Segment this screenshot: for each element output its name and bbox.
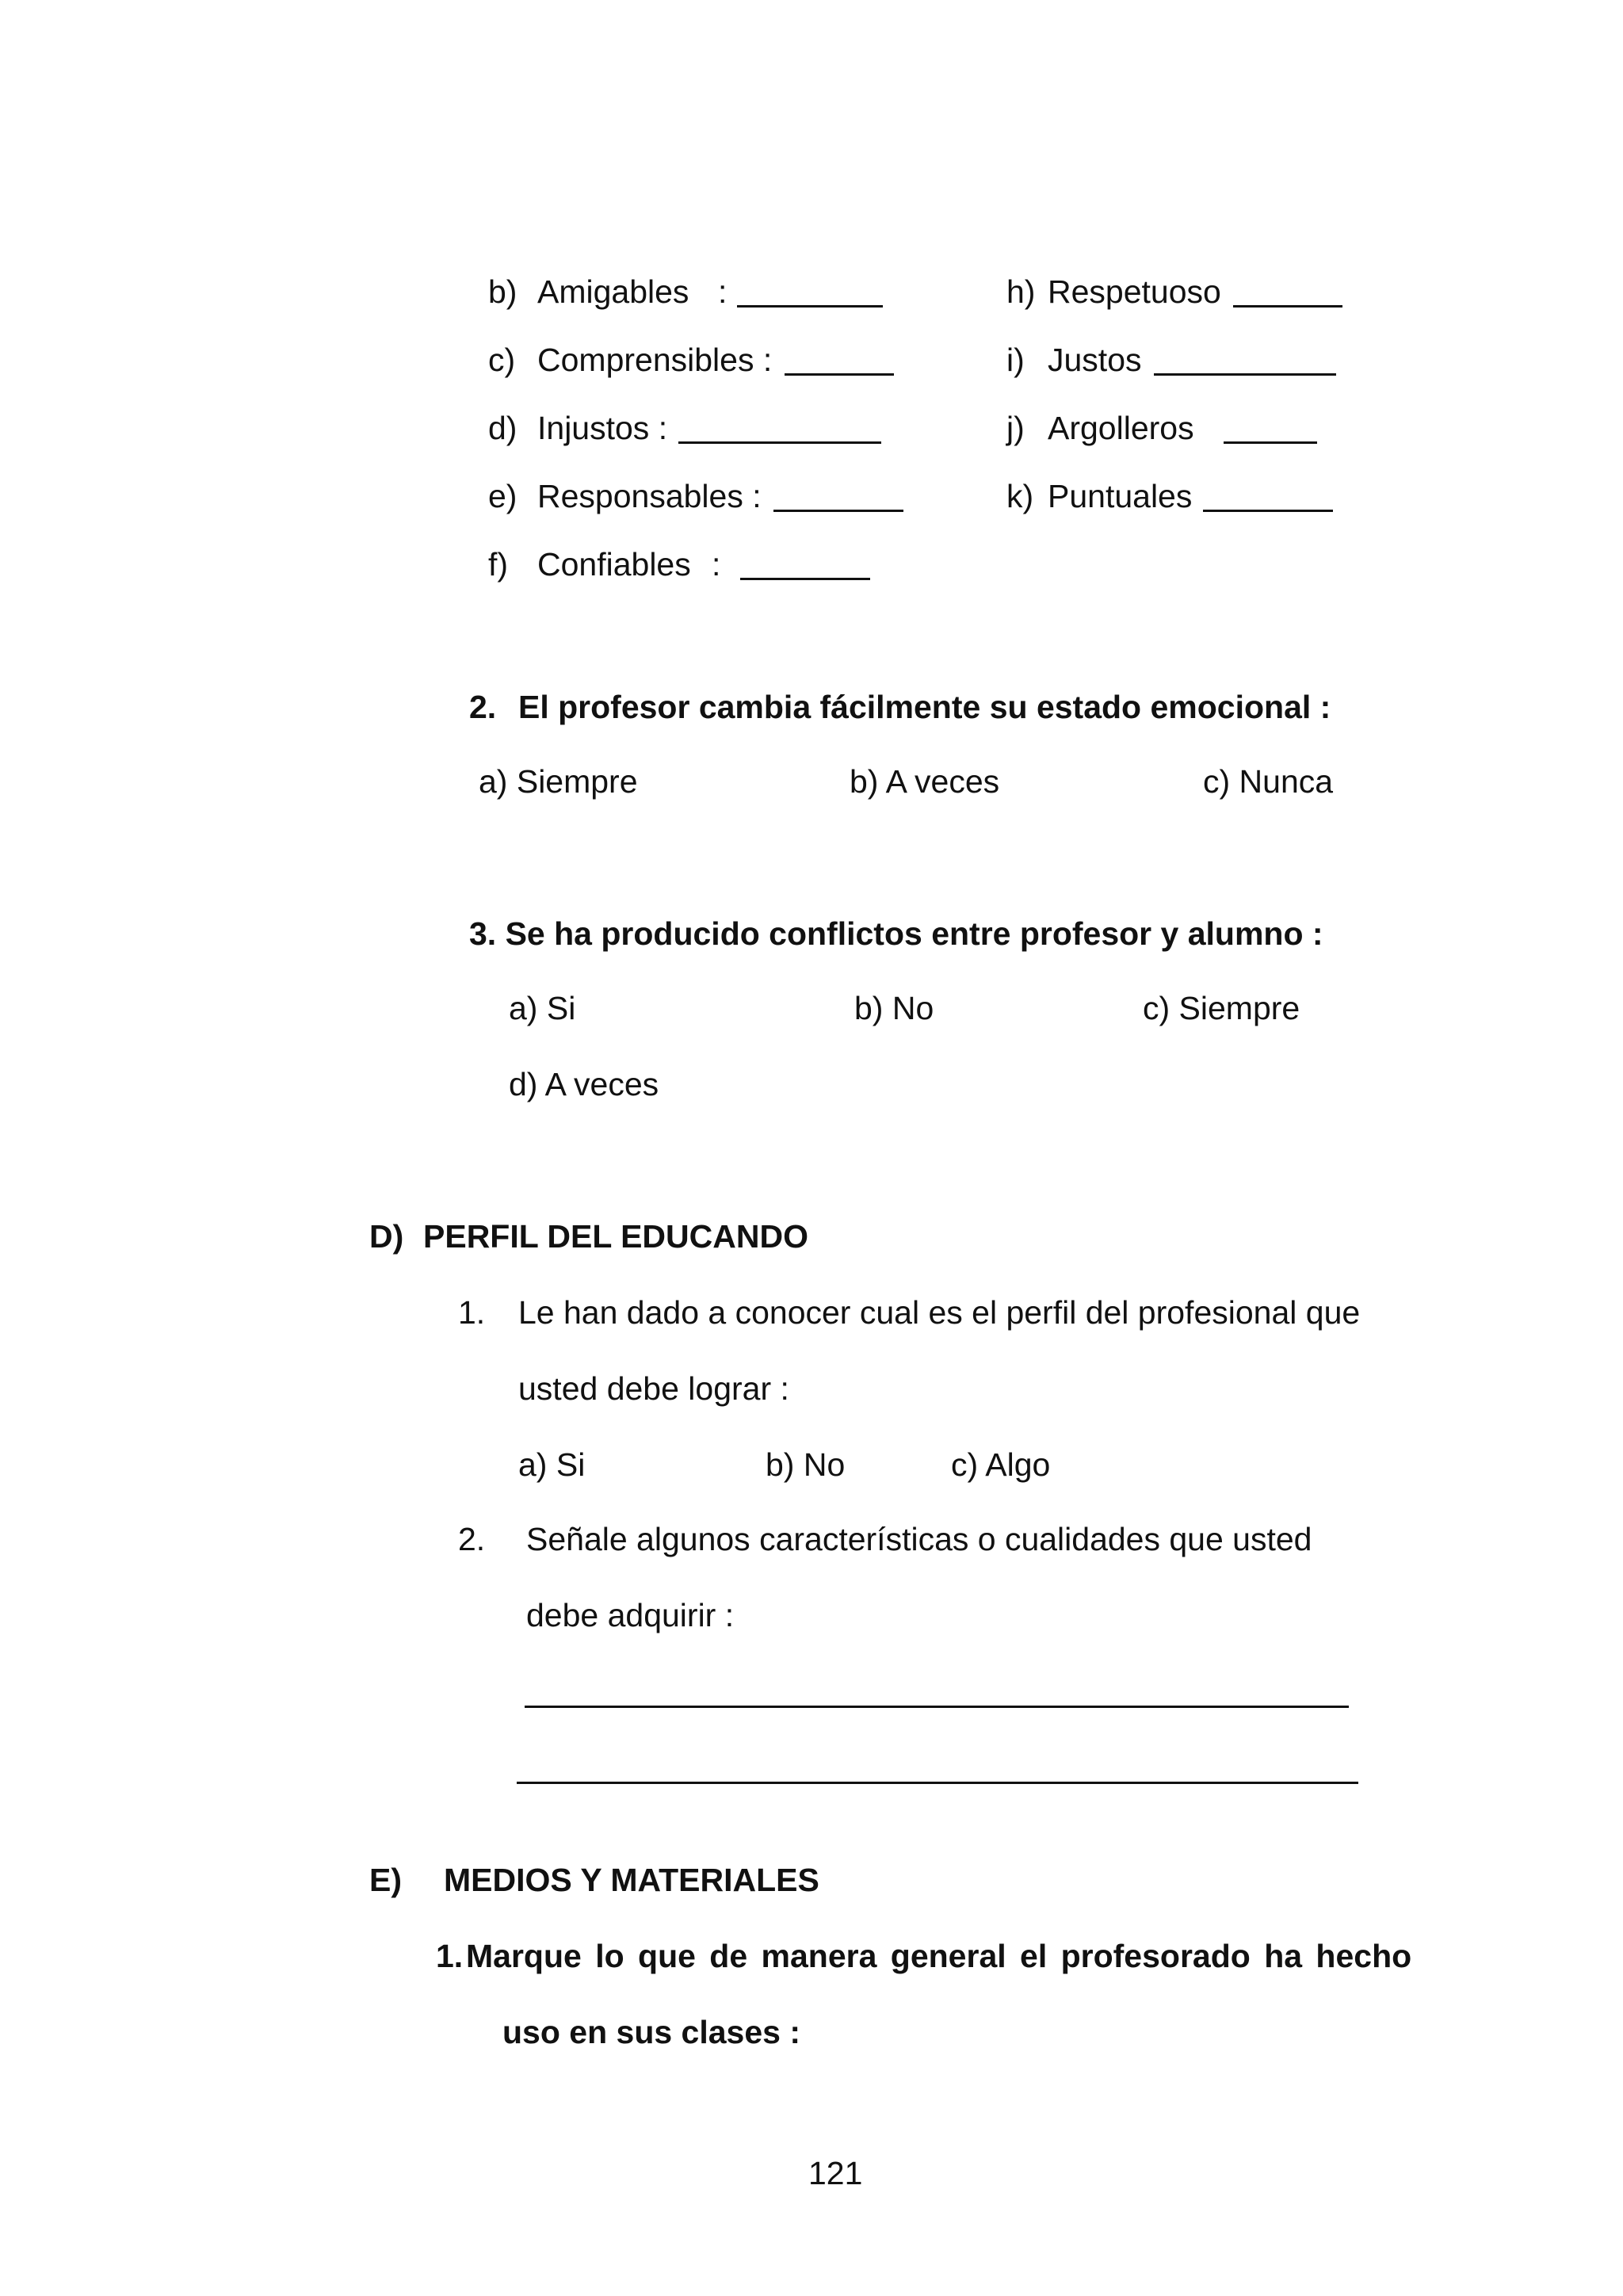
section-e-title: MEDIOS Y MATERIALES: [444, 1862, 819, 1898]
trait-letter: d): [488, 410, 517, 446]
trait-c-blank[interactable]: [785, 373, 894, 376]
q2-option-a[interactable]: a) Siempre: [479, 763, 638, 800]
section-d-title: PERFIL DEL EDUCANDO: [423, 1218, 808, 1255]
trait-f-sep: [712, 548, 720, 581]
trait-i-blank[interactable]: [1154, 373, 1336, 376]
trait-d-text: [537, 412, 667, 445]
trait-label: Injustos :: [537, 410, 668, 446]
trait-letter: h): [1006, 273, 1036, 310]
q3-option-c[interactable]: c) Siempre: [1143, 990, 1300, 1026]
answer-line-1[interactable]: [525, 1706, 1349, 1708]
d-q1-option-c[interactable]: c) Algo: [951, 1446, 1051, 1483]
trait-letter: f): [488, 546, 509, 583]
question-2-number: 2.: [469, 689, 497, 725]
trait-letter: k): [1006, 478, 1034, 514]
d-q2-line1: Señale algunos características o cualidades que usted: [526, 1521, 1312, 1557]
trait-j-blank[interactable]: [1224, 441, 1317, 444]
trait-label: Comprensibles :: [537, 342, 773, 378]
trait-k-blank[interactable]: [1203, 510, 1333, 512]
trait-letter: j): [1006, 410, 1025, 446]
trait-h-blank[interactable]: [1233, 305, 1342, 308]
trait-label: Argolleros: [1048, 410, 1194, 446]
page-number: 121: [808, 2155, 863, 2191]
e-q1-line1: Marque lo que de manera general el profesorado ha hecho: [466, 1938, 1412, 1974]
trait-k-text: [1048, 480, 1192, 513]
trait-c: [488, 344, 515, 376]
trait-f: [488, 548, 508, 581]
trait-f-text: [537, 548, 691, 581]
d-q2-number: 2.: [458, 1521, 486, 1557]
trait-letter: i): [1006, 342, 1025, 378]
question-3-text: 3. Se ha producido conflictos entre profesor y alumno :: [469, 915, 1323, 952]
trait-j-text: [1048, 412, 1194, 445]
trait-label: Justos: [1048, 342, 1142, 378]
q3-option-b[interactable]: b) No: [854, 990, 934, 1026]
trait-e-text: [537, 480, 762, 513]
q3-option-d[interactable]: d) A veces: [509, 1066, 659, 1102]
d-q1-line1: Le han dado a conocer cual es el perfil del profesional que: [518, 1294, 1361, 1331]
d-q1-option-a[interactable]: a) Si: [518, 1446, 586, 1483]
trait-d: [488, 412, 517, 445]
trait-letter: e): [488, 478, 517, 514]
q2-option-c[interactable]: c) Nunca: [1203, 763, 1334, 800]
d-q2-line2: debe adquirir :: [526, 1597, 735, 1633]
d-q1-number: 1.: [458, 1294, 486, 1331]
d-q1-option-b[interactable]: b) No: [766, 1446, 846, 1483]
trait-label: Confiables: [537, 546, 691, 583]
trait-b: [488, 273, 517, 310]
e-q1-line2: uso en sus clases :: [502, 2014, 801, 2050]
d-q1-line2: usted debe lograr :: [518, 1370, 789, 1407]
trait-letter: c): [488, 342, 516, 378]
trait-c-text: [537, 344, 772, 376]
trait-h: [1006, 273, 1036, 310]
trait-separator: :: [718, 273, 727, 310]
answer-line-2[interactable]: [517, 1782, 1358, 1784]
trait-separator: :: [712, 546, 721, 583]
trait-letter: b): [488, 273, 517, 310]
e-q1-number: 1.: [436, 1938, 464, 1974]
trait-b-text: [537, 273, 689, 310]
trait-k: [1006, 480, 1033, 513]
q3-option-a[interactable]: a) Si: [509, 990, 576, 1026]
section-e-letter: E): [369, 1862, 402, 1898]
trait-f-blank[interactable]: [740, 578, 870, 580]
trait-h-text: [1048, 273, 1221, 310]
trait-e-blank[interactable]: [773, 510, 903, 512]
trait-e: [488, 480, 517, 513]
section-d-letter: D): [369, 1218, 404, 1255]
trait-j: [1006, 412, 1025, 445]
trait-i-text: [1048, 344, 1142, 376]
trait-d-blank[interactable]: [678, 441, 881, 444]
q2-option-b[interactable]: b) A veces: [850, 763, 1000, 800]
trait-i: [1006, 344, 1025, 376]
trait-label: Responsables :: [537, 478, 762, 514]
question-2-text: El profesor cambia fácilmente su estado emocional :: [518, 689, 1331, 725]
trait-label: Amigables: [537, 273, 689, 310]
trait-b-blank[interactable]: [737, 305, 883, 308]
trait-label: Respetuoso: [1048, 273, 1221, 310]
trait-b-sep: [718, 273, 727, 310]
trait-label: Puntuales: [1048, 478, 1193, 514]
